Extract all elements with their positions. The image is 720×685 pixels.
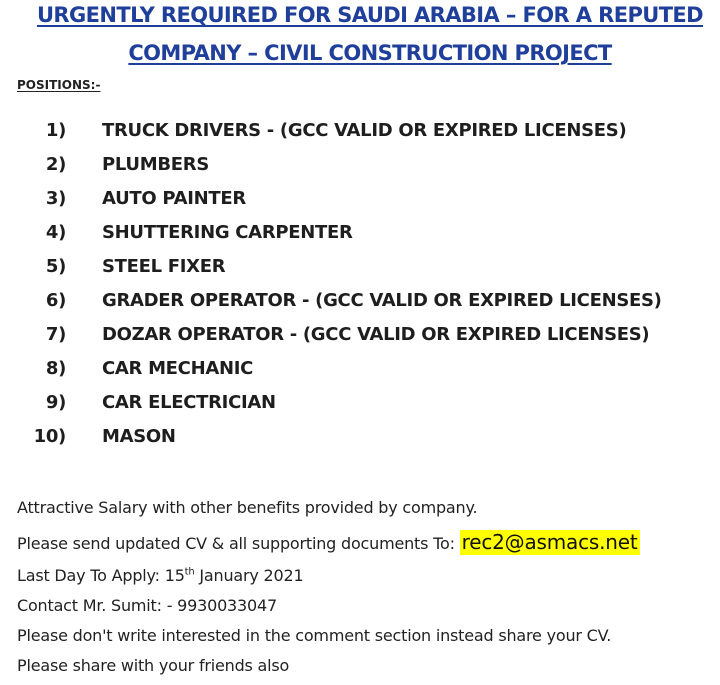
position-title: MASON: [102, 426, 176, 447]
position-title: SHUTTERING CARPENTER: [102, 222, 353, 243]
last-day-prefix: Last Day To Apply: 15: [17, 566, 185, 585]
position-title: AUTO PAINTER: [102, 188, 246, 209]
share-note: Please share with your friends also: [17, 656, 290, 675]
position-number: 7): [45, 324, 66, 345]
position-title: CAR MECHANIC: [102, 358, 254, 379]
positions-label: POSITIONS:-: [17, 78, 101, 92]
salary-note: Attractive Salary with other benefits provided by company.: [17, 498, 478, 517]
position-number: 9): [45, 392, 66, 413]
position-title: CAR ELECTRICIAN: [102, 392, 276, 413]
position-number: 5): [45, 256, 66, 277]
position-title: PLUMBERS: [102, 154, 209, 175]
send-cv-note: [17, 530, 640, 554]
last-day-note: [17, 566, 303, 585]
email-address[interactable]: rec2@asmacs.net: [461, 530, 638, 554]
headline-line-1: URGENTLY REQUIRED FOR SAUDI ARABIA – FOR A REPUTED: [36, 3, 703, 27]
position-title: GRADER OPERATOR - (GCC VALID OR EXPIRED LICENSES): [102, 290, 662, 311]
send-cv-text: Please send updated CV & all supporting documents To:: [17, 534, 455, 553]
last-day-ordinal: th: [184, 566, 195, 578]
headline-line-2: COMPANY – CIVIL CONSTRUCTION PROJECT: [128, 41, 612, 65]
comment-note: Please don't write interested in the comment section instead share your CV.: [17, 626, 612, 645]
position-number: 10): [33, 426, 66, 447]
last-day-suffix: January 2021: [194, 566, 304, 585]
position-number: 6): [45, 290, 66, 311]
position-title: DOZAR OPERATOR - (GCC VALID OR EXPIRED LICENSES): [102, 324, 650, 345]
position-number: 1): [45, 120, 66, 141]
position-title: TRUCK DRIVERS - (GCC VALID OR EXPIRED LICENSES): [102, 120, 627, 141]
position-number: 2): [45, 154, 66, 175]
position-number: 3): [45, 188, 66, 209]
position-title: STEEL FIXER: [102, 256, 226, 277]
position-number: 8): [45, 358, 66, 379]
contact-note: Contact Mr. Sumit: - 9930033047: [17, 596, 277, 615]
position-number: 4): [45, 222, 66, 243]
